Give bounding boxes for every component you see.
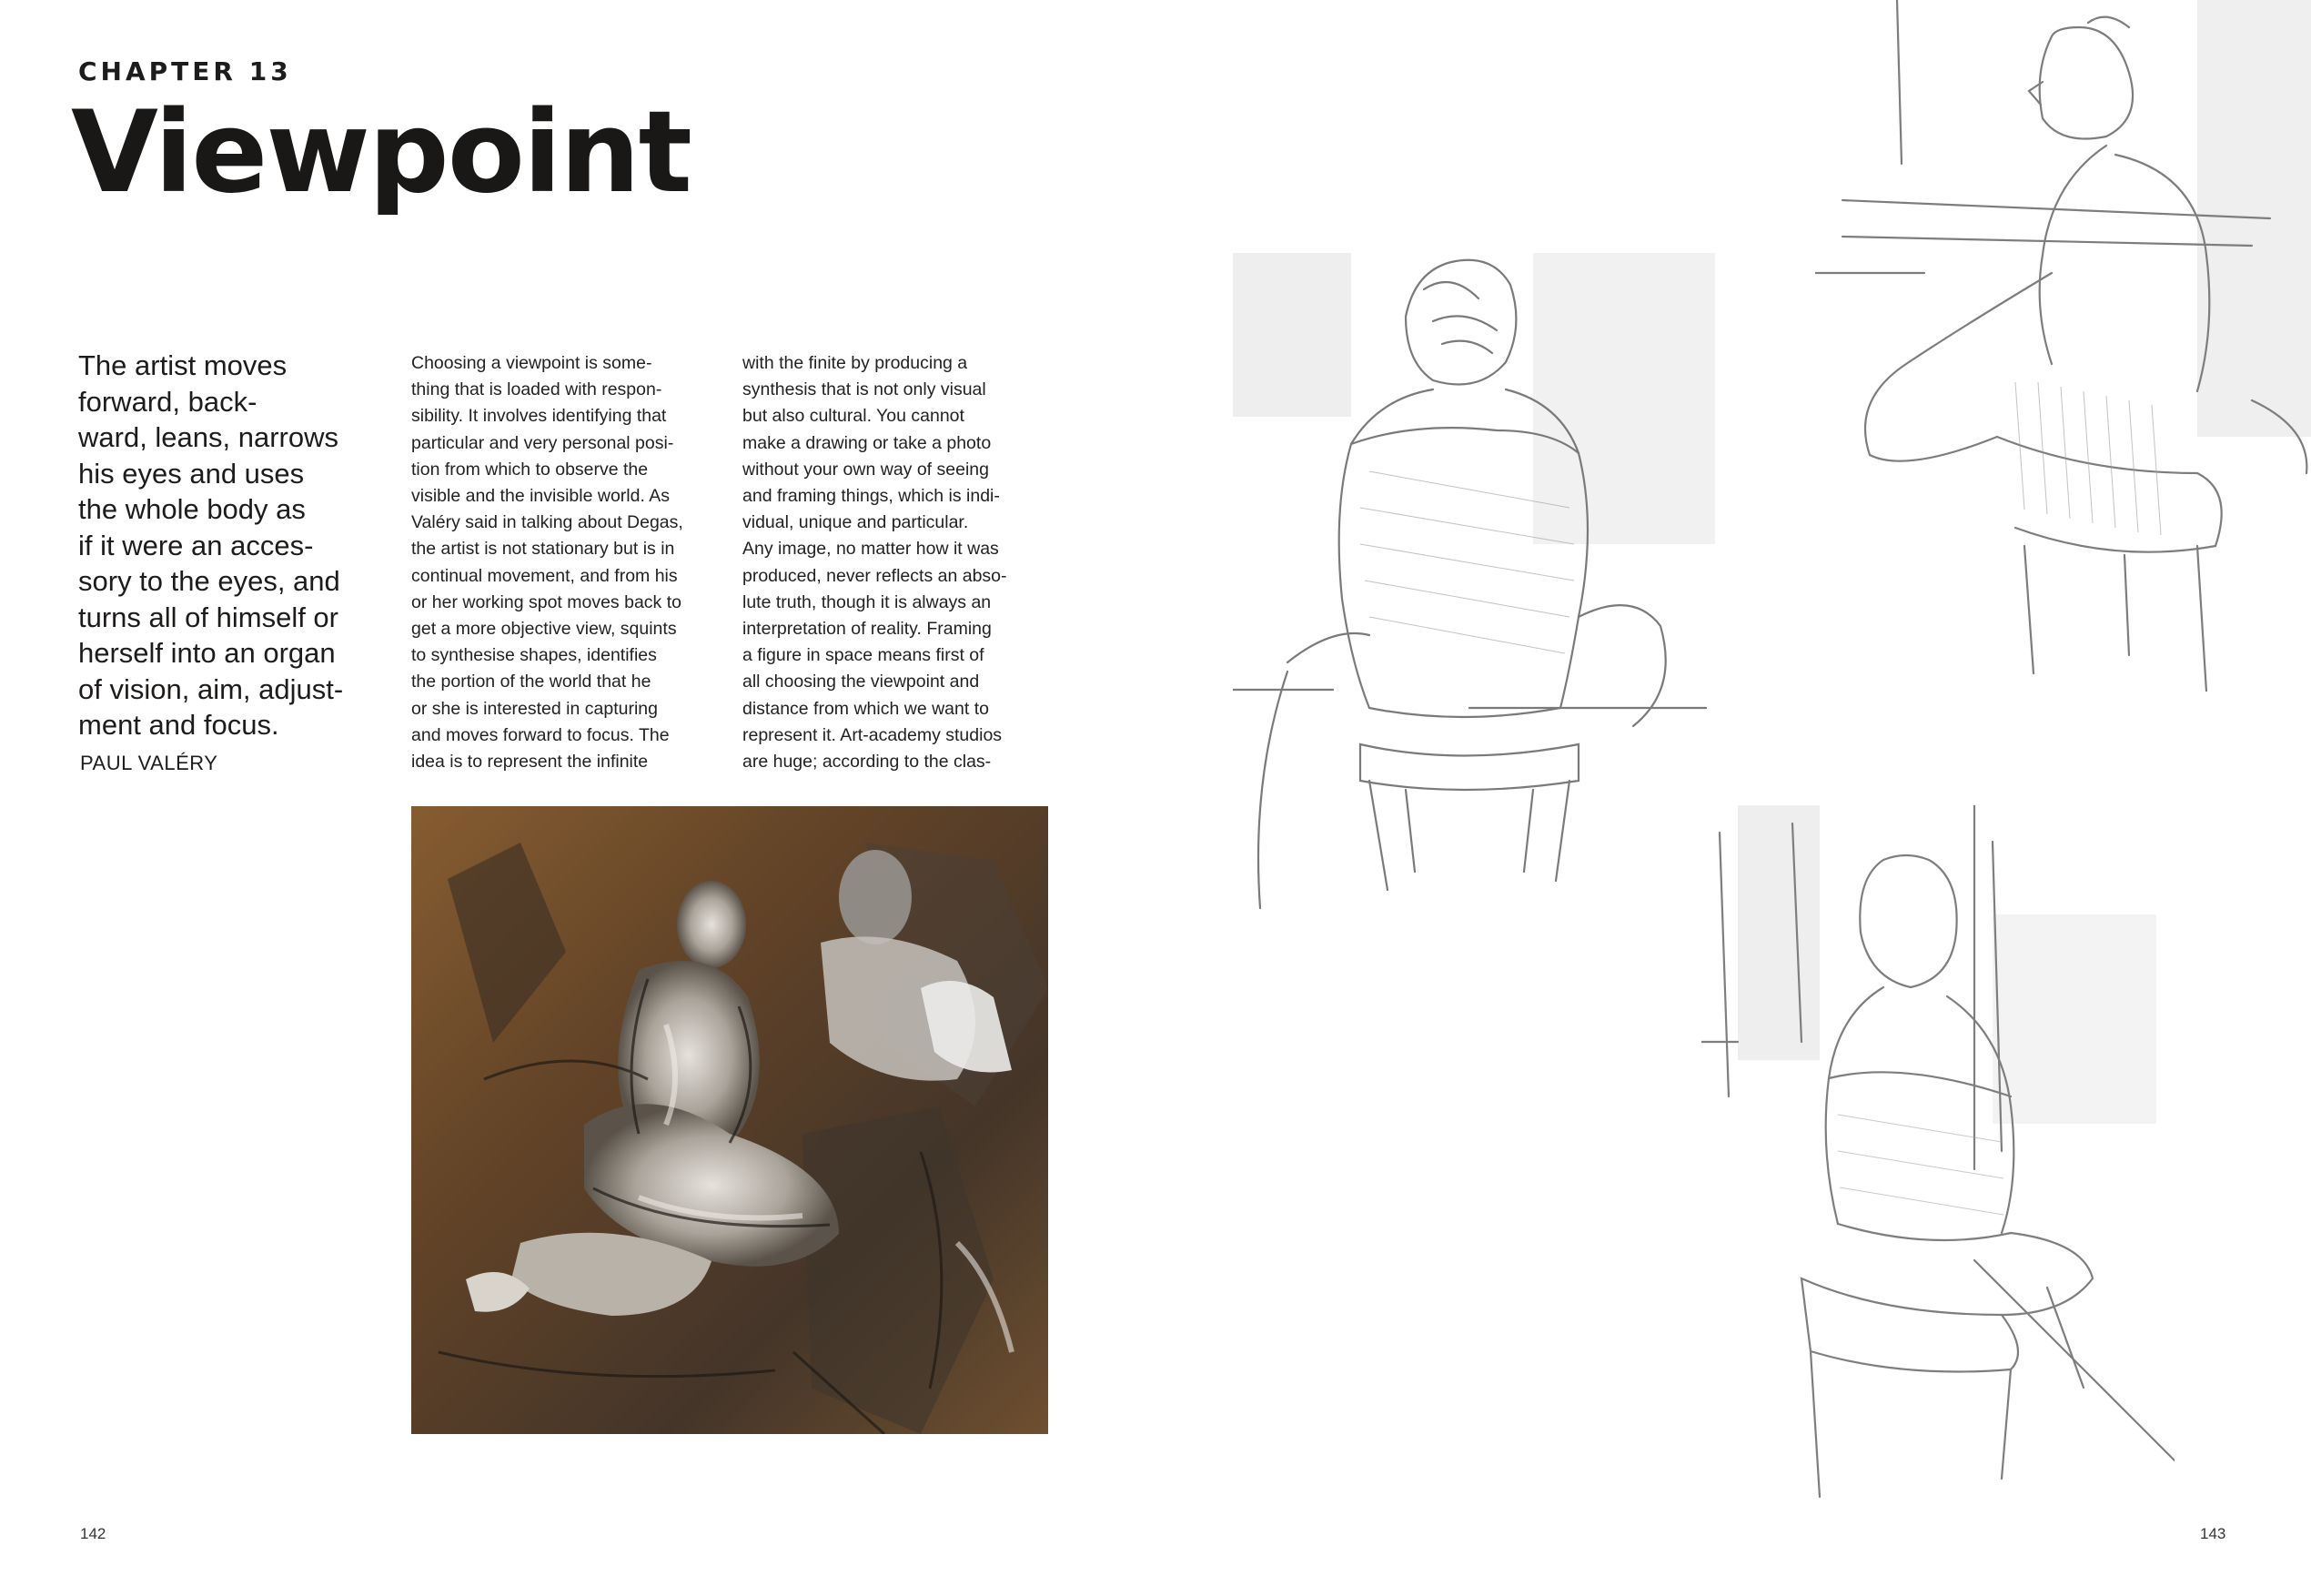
figure-painting — [411, 806, 1048, 1434]
body-line: interpretation of reality. Framing — [742, 619, 992, 640]
quote-line: ward, leans, narrows — [78, 421, 339, 453]
body-line: visible and the invisible world. As — [411, 486, 670, 507]
body-line: Valéry said in talking about Degas, — [411, 512, 683, 533]
body-line: and moves forward to focus. The — [411, 724, 670, 745]
quote-line: The artist moves — [78, 349, 288, 381]
quote-line: ment and focus. — [78, 709, 279, 741]
body-line: continual movement, and from his — [411, 565, 678, 586]
body-line: make a drawing or take a photo — [742, 432, 992, 453]
quote-line: herself into an organ — [78, 637, 336, 669]
body-line: particular and very personal posi- — [411, 432, 674, 453]
body-line: a figure in space means first of — [742, 645, 984, 666]
body-line: without your own way of seeing — [742, 459, 989, 480]
body-column-1 — [411, 350, 683, 775]
body-line: tion from which to observe the — [411, 459, 649, 480]
body-line: but also cultural. You cannot — [742, 406, 964, 427]
pencil-sketch-seated-back — [1233, 235, 1715, 926]
quote-line: the whole body as — [78, 493, 306, 525]
body-line: thing that is loaded with respon- — [411, 379, 662, 400]
body-line: or she is interested in capturing — [411, 698, 658, 719]
quote-line: turns all of himself or — [78, 601, 338, 633]
pull-quote — [78, 348, 388, 743]
body-line: distance from which we want to — [742, 698, 989, 719]
page-number-left: 142 — [80, 1525, 106, 1542]
quote-line: forward, back- — [78, 385, 257, 418]
body-line: vidual, unique and particular. — [742, 512, 969, 533]
quote-line: of vision, aim, adjust- — [78, 672, 344, 705]
body-line: with the finite by producing a — [742, 353, 968, 373]
quote-line: his eyes and uses — [78, 457, 305, 490]
body-line: idea is to represent the infinite — [411, 752, 649, 773]
body-line: are huge; according to the clas- — [742, 752, 992, 773]
body-line: Any image, no matter how it was — [742, 539, 999, 560]
body-column-2 — [742, 350, 1007, 775]
body-line: sibility. It involves identifying that — [411, 406, 667, 427]
body-line: Choosing a viewpoint is some- — [411, 353, 652, 373]
pencil-sketch-seated-profile — [1815, 0, 2311, 692]
body-line: all choosing the viewpoint and — [742, 672, 980, 692]
quote-author: PAUL VALÉRY — [80, 752, 218, 774]
body-line: represent it. Art-academy studios — [742, 724, 1003, 745]
body-line: the portion of the world that he — [411, 672, 651, 692]
page-title: Viewpoint — [71, 87, 691, 218]
page-number-right: 143 — [2200, 1525, 2226, 1542]
body-line: and framing things, which is indi- — [742, 486, 1000, 507]
body-line: the artist is not stationary but is in — [411, 539, 675, 560]
body-line: or her working spot moves back to — [411, 591, 681, 612]
body-line: synthesis that is not only visual — [742, 379, 986, 400]
quote-line: sory to the eyes, and — [78, 565, 340, 597]
chapter-label: CHAPTER 13 — [78, 56, 292, 86]
quote-line: if it were an acces- — [78, 529, 314, 561]
body-line: to synthesise shapes, identifies — [411, 645, 657, 666]
body-line: get a more objective view, squints — [411, 619, 677, 640]
body-line: lute truth, though it is always an — [742, 591, 992, 612]
body-line: produced, never reflects an abso- — [742, 565, 1007, 586]
pencil-sketch-seated-window — [1701, 805, 2175, 1506]
